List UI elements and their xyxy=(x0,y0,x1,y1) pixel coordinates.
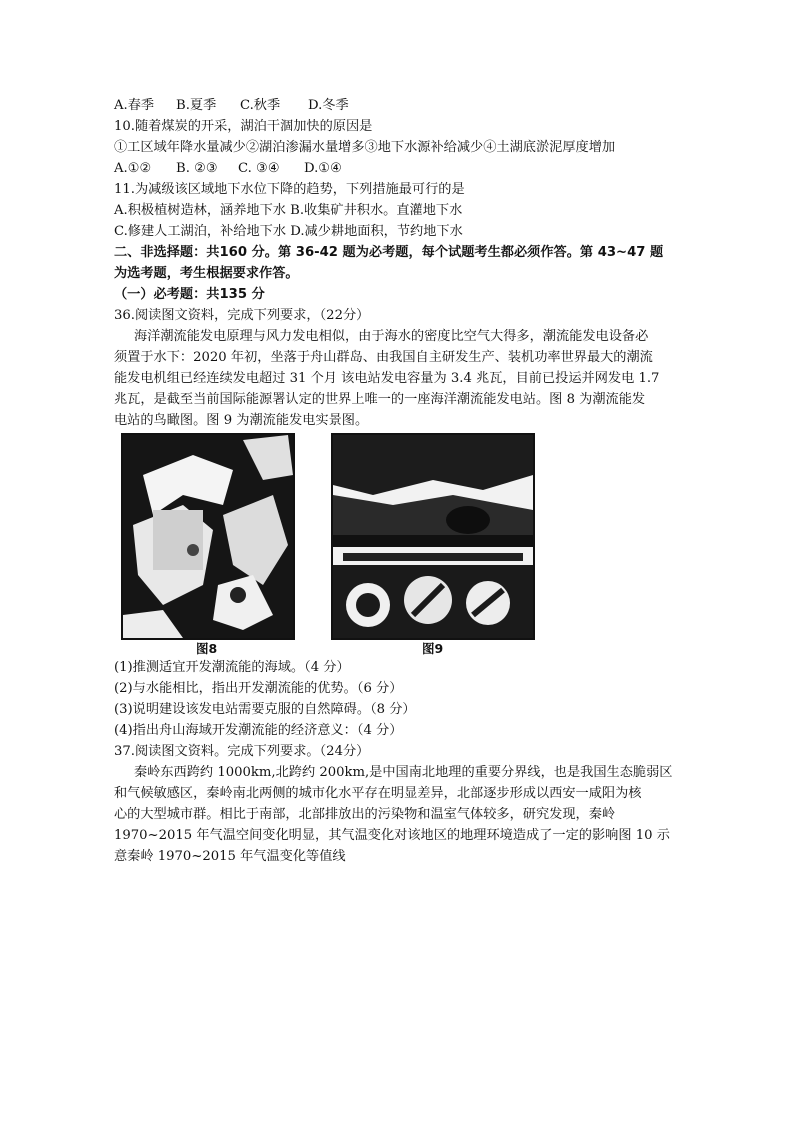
q36-sub3: (3)说明建设该发电站需要克服的自然障碍。（8 分） xyxy=(114,702,416,717)
q10-option-a: A.①② xyxy=(114,161,152,176)
section2-heading-line1: 二、非选择题：共160 分。第 36-42 题为必考题，每个试题考生都必须作答。第 43~47 题 xyxy=(114,245,664,260)
q37-paragraph-line2: 和气候敏感区，秦岭南北两侧的城市化水平存在明显差异，北部逐步形成以西安一咸阳为核 xyxy=(114,786,642,801)
q9-option-b: B.夏季 xyxy=(176,98,217,113)
section2-heading-line2: 为选考题，考生根据要求作答。 xyxy=(114,266,299,281)
q9-option-a: A.春季 xyxy=(114,98,155,113)
section2-subheading: （一）必考题：共135 分 xyxy=(114,287,265,302)
q10-stem: 10.随着煤炭的开采，湖泊干涸加快的原因是 xyxy=(114,119,373,134)
q36-sub2: (2)与水能相比，指出开发潮流能的优势。（6 分） xyxy=(114,681,403,696)
q37-paragraph-line3: 心的大型城市群。相比于南部，北部排放出的污染物和温室气体较多，研究发现，秦岭 xyxy=(114,807,616,822)
q10-option-b: B. ②③ xyxy=(176,161,218,176)
q37-paragraph-line5: 意秦岭 1970~2015 年气温变化等值线 xyxy=(114,849,346,864)
figure-8-image xyxy=(123,435,293,638)
q10-option-d: D.①④ xyxy=(304,161,342,176)
q36-paragraph-line2: 须置于水下：2020 年初，坐落于舟山群岛、由我国自主研发生产、装机功率世界最大的潮流 xyxy=(114,350,653,365)
q11-options-line1: A.积极植树造林，涵养地下水 B.收集矿井积水。直灌地下水 xyxy=(114,203,463,218)
figure-8-caption: 图8 xyxy=(196,641,218,656)
q36-paragraph-line5: 电站的鸟瞰图。图 9 为潮流能发电实景图。 xyxy=(114,413,369,428)
q11-options-line2: C.修建人工湖泊，补给地下水 D.减少耕地面积，节约地下水 xyxy=(114,224,463,239)
figure-9-generator-photo xyxy=(331,433,535,640)
q9-option-d: D.冬季 xyxy=(308,98,349,113)
q37-paragraph-line1: 秦岭东西跨约 1000km,北跨约 200km,是中国南北地理的重要分界线，也是我国生态脆弱区 xyxy=(134,765,673,780)
q9-options xyxy=(114,96,349,116)
q11-stem: 11.为减级该区域地下水位下降的趋势，下列措施最可行的是 xyxy=(114,182,465,197)
figure-9-image xyxy=(333,435,533,638)
q36-paragraph-line3: 能发电机组已经连续发电超过 31 个月 该电站发电容量为 3.4 兆瓦，目前已投运并网发电 1.7 xyxy=(114,371,660,386)
q10-items: ①工区域年降水量减少②湖泊渗漏水量增多③地下水源补给减少④土湖底淤泥厚度增加 xyxy=(114,140,616,155)
q10-options xyxy=(114,159,342,179)
q37-paragraph-line4: 1970~2015 年气温空间变化明显，其气温变化对该地区的地理环境造成了一定的影响图 10 示 xyxy=(114,828,670,843)
q9-option-c: C.秋季 xyxy=(240,98,281,113)
q36-paragraph-line1: 海洋潮流能发电原理与风力发电相似，由于海水的密度比空气大得多，潮流能发电设备必 xyxy=(134,329,649,344)
figure-8-aerial-photo xyxy=(121,433,295,640)
figure-9-caption: 图9 xyxy=(422,641,444,656)
q36-sub1: (1)推测适宜开发潮流能的海域。（4 分） xyxy=(114,660,350,675)
q10-option-c: C. ③④ xyxy=(238,161,280,176)
q37-stem: 37.阅读图文资料。完成下列要求。（24分） xyxy=(114,744,370,759)
q36-stem: 36.阅读图文资料，完成下列要求，（22分） xyxy=(114,308,370,323)
q36-sub4: (4)指出舟山海域开发潮流能的经济意义：（4 分） xyxy=(114,723,403,738)
q36-paragraph-line4: 兆瓦，是截至当前国际能源署认定的世界上唯一的一座海洋潮流能发电站。图 8 为潮流能发 xyxy=(114,392,646,407)
